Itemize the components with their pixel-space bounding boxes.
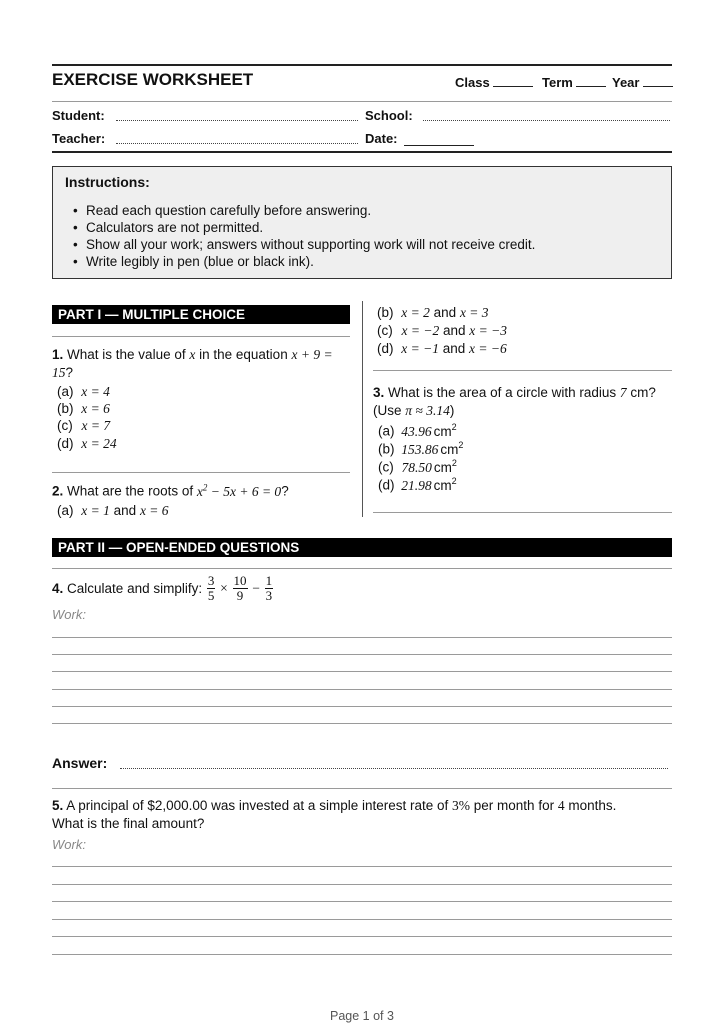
q5-months: 4 <box>557 798 565 813</box>
q4-text <box>52 574 274 603</box>
q4-text-a: Calculate and simplify: <box>67 581 203 596</box>
option-value: 43.96 <box>401 423 432 439</box>
instructions-list <box>53 202 671 270</box>
q5-work-line[interactable] <box>52 936 672 937</box>
q3-approx: π ≈ 3.14 <box>405 403 450 418</box>
student-field[interactable] <box>116 108 358 121</box>
option-unit: cm <box>440 441 459 457</box>
q4-answer-label: Answer: <box>52 755 108 771</box>
option-and: and <box>433 305 457 320</box>
option-label: (b) <box>377 305 394 320</box>
instruction-item: • Calculators are not permitted. <box>53 219 671 236</box>
q1-text <box>52 346 352 382</box>
q1-number: 1. <box>52 347 64 362</box>
option-unit: cm <box>433 477 452 493</box>
q5-text-c: months. <box>568 798 617 813</box>
teacher-field[interactable] <box>116 131 358 144</box>
term-label: Term <box>542 75 573 90</box>
part2-header: PART II — OPEN-ENDED QUESTIONS <box>52 538 672 557</box>
option-value: 21.98 <box>401 477 432 493</box>
option-value: x = −2 <box>401 323 440 338</box>
q4-work-line[interactable] <box>52 706 672 707</box>
q3-option-c[interactable] <box>378 458 457 476</box>
q2-eq-exp: 2 <box>202 482 208 492</box>
q5-work-line[interactable] <box>52 919 672 920</box>
option-value: x = 2 <box>401 305 430 320</box>
fraction-denominator: 5 <box>207 588 215 603</box>
q3-text <box>373 384 673 420</box>
q3-use-close: ) <box>449 403 455 418</box>
header-bottom-rule <box>52 151 672 153</box>
option-value: x = 4 <box>81 384 110 399</box>
q2-option-d[interactable] <box>377 341 507 357</box>
option-and: and <box>443 323 466 338</box>
option-value: 78.50 <box>401 459 432 475</box>
q3-bottom-rule <box>373 512 672 513</box>
year-field <box>612 74 673 90</box>
option-exp: 2 <box>451 476 457 486</box>
q4-work-line[interactable] <box>52 654 672 655</box>
q3-option-b[interactable] <box>378 440 463 458</box>
q1-option-b[interactable] <box>57 401 110 417</box>
option-label: (a) <box>57 384 74 399</box>
column-divider <box>362 301 363 517</box>
q5-work-line[interactable] <box>52 884 672 885</box>
q2-text-a: What are the roots of <box>67 483 194 499</box>
q3-option-a[interactable] <box>378 422 457 440</box>
q1-eq-a: x + 9 = <box>291 347 333 362</box>
q5-text <box>52 797 677 833</box>
q5-work-line[interactable] <box>52 866 672 867</box>
option-exp: 2 <box>451 458 457 468</box>
option-label: (c) <box>378 459 394 475</box>
q4-answer-field[interactable] <box>120 756 668 769</box>
q5-text-d: What is the final amount? <box>52 816 205 831</box>
student-label: Student: <box>52 108 105 123</box>
q2-text <box>52 482 289 500</box>
q4-number: 4. <box>52 581 64 596</box>
part2-rule <box>52 568 672 569</box>
q5-text-a: A principal of $2,000.00 was invested at a simple interest rate of <box>66 798 449 813</box>
q1-var: x <box>189 347 196 362</box>
q5-rate: 3% <box>452 798 471 813</box>
term-blank[interactable] <box>576 74 606 87</box>
date-label: Date: <box>365 131 398 146</box>
q2-option-b[interactable] <box>377 305 489 321</box>
header-divider <box>52 101 672 102</box>
fraction-numerator: 10 <box>233 573 247 588</box>
q2-bottom-rule <box>373 370 672 371</box>
q4-times: × <box>220 580 228 596</box>
page-number: Page 1 of 3 <box>330 1009 394 1023</box>
option-label: (d) <box>377 341 394 356</box>
q3-unit: cm? <box>630 385 656 400</box>
option-unit: cm <box>433 423 452 439</box>
q4-work-line[interactable] <box>52 671 672 672</box>
q2-number: 2. <box>52 483 64 499</box>
option-and: and <box>113 503 137 518</box>
q1-option-a[interactable] <box>57 384 110 400</box>
q3-use-open: (Use <box>373 403 402 418</box>
worksheet-title: EXERCISE WORKSHEET <box>52 70 254 89</box>
option-value: x = 3 <box>459 305 489 320</box>
fraction-denominator: 9 <box>236 588 244 603</box>
option-exp: 2 <box>458 440 464 450</box>
q1-text-a: What is the value of <box>67 347 186 362</box>
q3-option-d[interactable] <box>378 476 457 494</box>
instruction-item: • Read each question carefully before answering. <box>53 202 671 219</box>
q1-option-c[interactable] <box>57 418 110 434</box>
q1-qmark: ? <box>65 365 74 380</box>
instructions-title: Instructions: <box>65 174 150 190</box>
option-value: x = −1 <box>401 341 439 356</box>
q1-top-rule <box>52 336 350 337</box>
q4-work-line[interactable] <box>52 723 672 724</box>
option-label: (a) <box>57 503 74 518</box>
q2-eq-base: x <box>196 483 203 499</box>
teacher-label: Teacher: <box>52 131 106 146</box>
option-value: x = 1 <box>81 503 110 518</box>
q5-text-b: per month for <box>473 798 555 813</box>
q2-option-c[interactable] <box>377 323 507 339</box>
q2-option-a[interactable] <box>57 503 169 519</box>
q4-fraction-1 <box>207 574 216 603</box>
option-label: (b) <box>378 441 395 457</box>
option-value: x = 7 <box>81 418 111 433</box>
q5-work-line[interactable] <box>52 901 672 902</box>
year-blank[interactable] <box>643 74 673 87</box>
fraction-numerator: 3 <box>207 573 215 588</box>
option-value: x = 6 <box>139 503 169 518</box>
date-field[interactable] <box>404 133 474 146</box>
q4-work-label: Work: <box>52 607 86 622</box>
class-blank[interactable] <box>493 74 533 87</box>
school-label: School: <box>365 108 413 123</box>
option-unit: cm <box>433 459 452 475</box>
instruction-item: • Show all your work; answers without supporting work will not receive credit. <box>53 236 671 253</box>
q5-work-line[interactable] <box>52 954 672 955</box>
q4-minus: − <box>252 580 260 596</box>
option-and: and <box>442 341 466 356</box>
option-value: 153.86 <box>401 441 439 457</box>
option-label: (c) <box>377 323 393 338</box>
q4-work-line[interactable] <box>52 689 672 690</box>
option-value: x = −3 <box>469 323 508 338</box>
option-label: (b) <box>57 401 74 416</box>
q1-eq-b: 15 <box>52 365 66 380</box>
q1-option-d[interactable] <box>57 436 117 452</box>
option-label: (d) <box>378 477 395 493</box>
q4-fraction-2 <box>233 574 248 603</box>
q3-number: 3. <box>373 385 385 400</box>
q5-work-label: Work: <box>52 837 86 852</box>
option-exp: 2 <box>451 422 457 432</box>
q1-text-b: in the equation <box>199 347 288 362</box>
fraction-numerator: 1 <box>265 573 273 588</box>
option-label: (d) <box>57 436 74 451</box>
option-label: (a) <box>378 423 395 439</box>
q3-radius: 7 <box>619 385 627 400</box>
year-label: Year <box>612 75 640 90</box>
part1-header: PART I — MULTIPLE CHOICE <box>52 305 350 324</box>
q1-bottom-rule <box>52 472 350 473</box>
instruction-item: • Write legibly in pen (blue or black ink). <box>53 253 671 270</box>
class-label: Class <box>455 75 490 90</box>
school-field[interactable] <box>423 108 670 121</box>
q2-qmark: ? <box>281 483 289 499</box>
q3-text-a: What is the area of a circle with radius <box>388 385 617 400</box>
q5-number: 5. <box>52 798 64 813</box>
q2-eq-rest: − 5x + 6 = 0 <box>207 483 282 499</box>
fraction-denominator: 3 <box>265 588 273 603</box>
option-label: (c) <box>57 418 73 433</box>
instructions-box <box>52 166 672 279</box>
q4-fraction-3 <box>265 574 274 603</box>
term-field <box>542 74 606 90</box>
option-value: x = 24 <box>81 436 117 451</box>
option-value: x = −6 <box>469 341 507 356</box>
q4-bottom-rule <box>52 788 672 789</box>
q4-work-line[interactable] <box>52 637 672 638</box>
q2-equation <box>197 484 281 499</box>
top-rule <box>52 64 672 66</box>
option-value: x = 6 <box>81 401 110 416</box>
class-field <box>455 74 533 90</box>
